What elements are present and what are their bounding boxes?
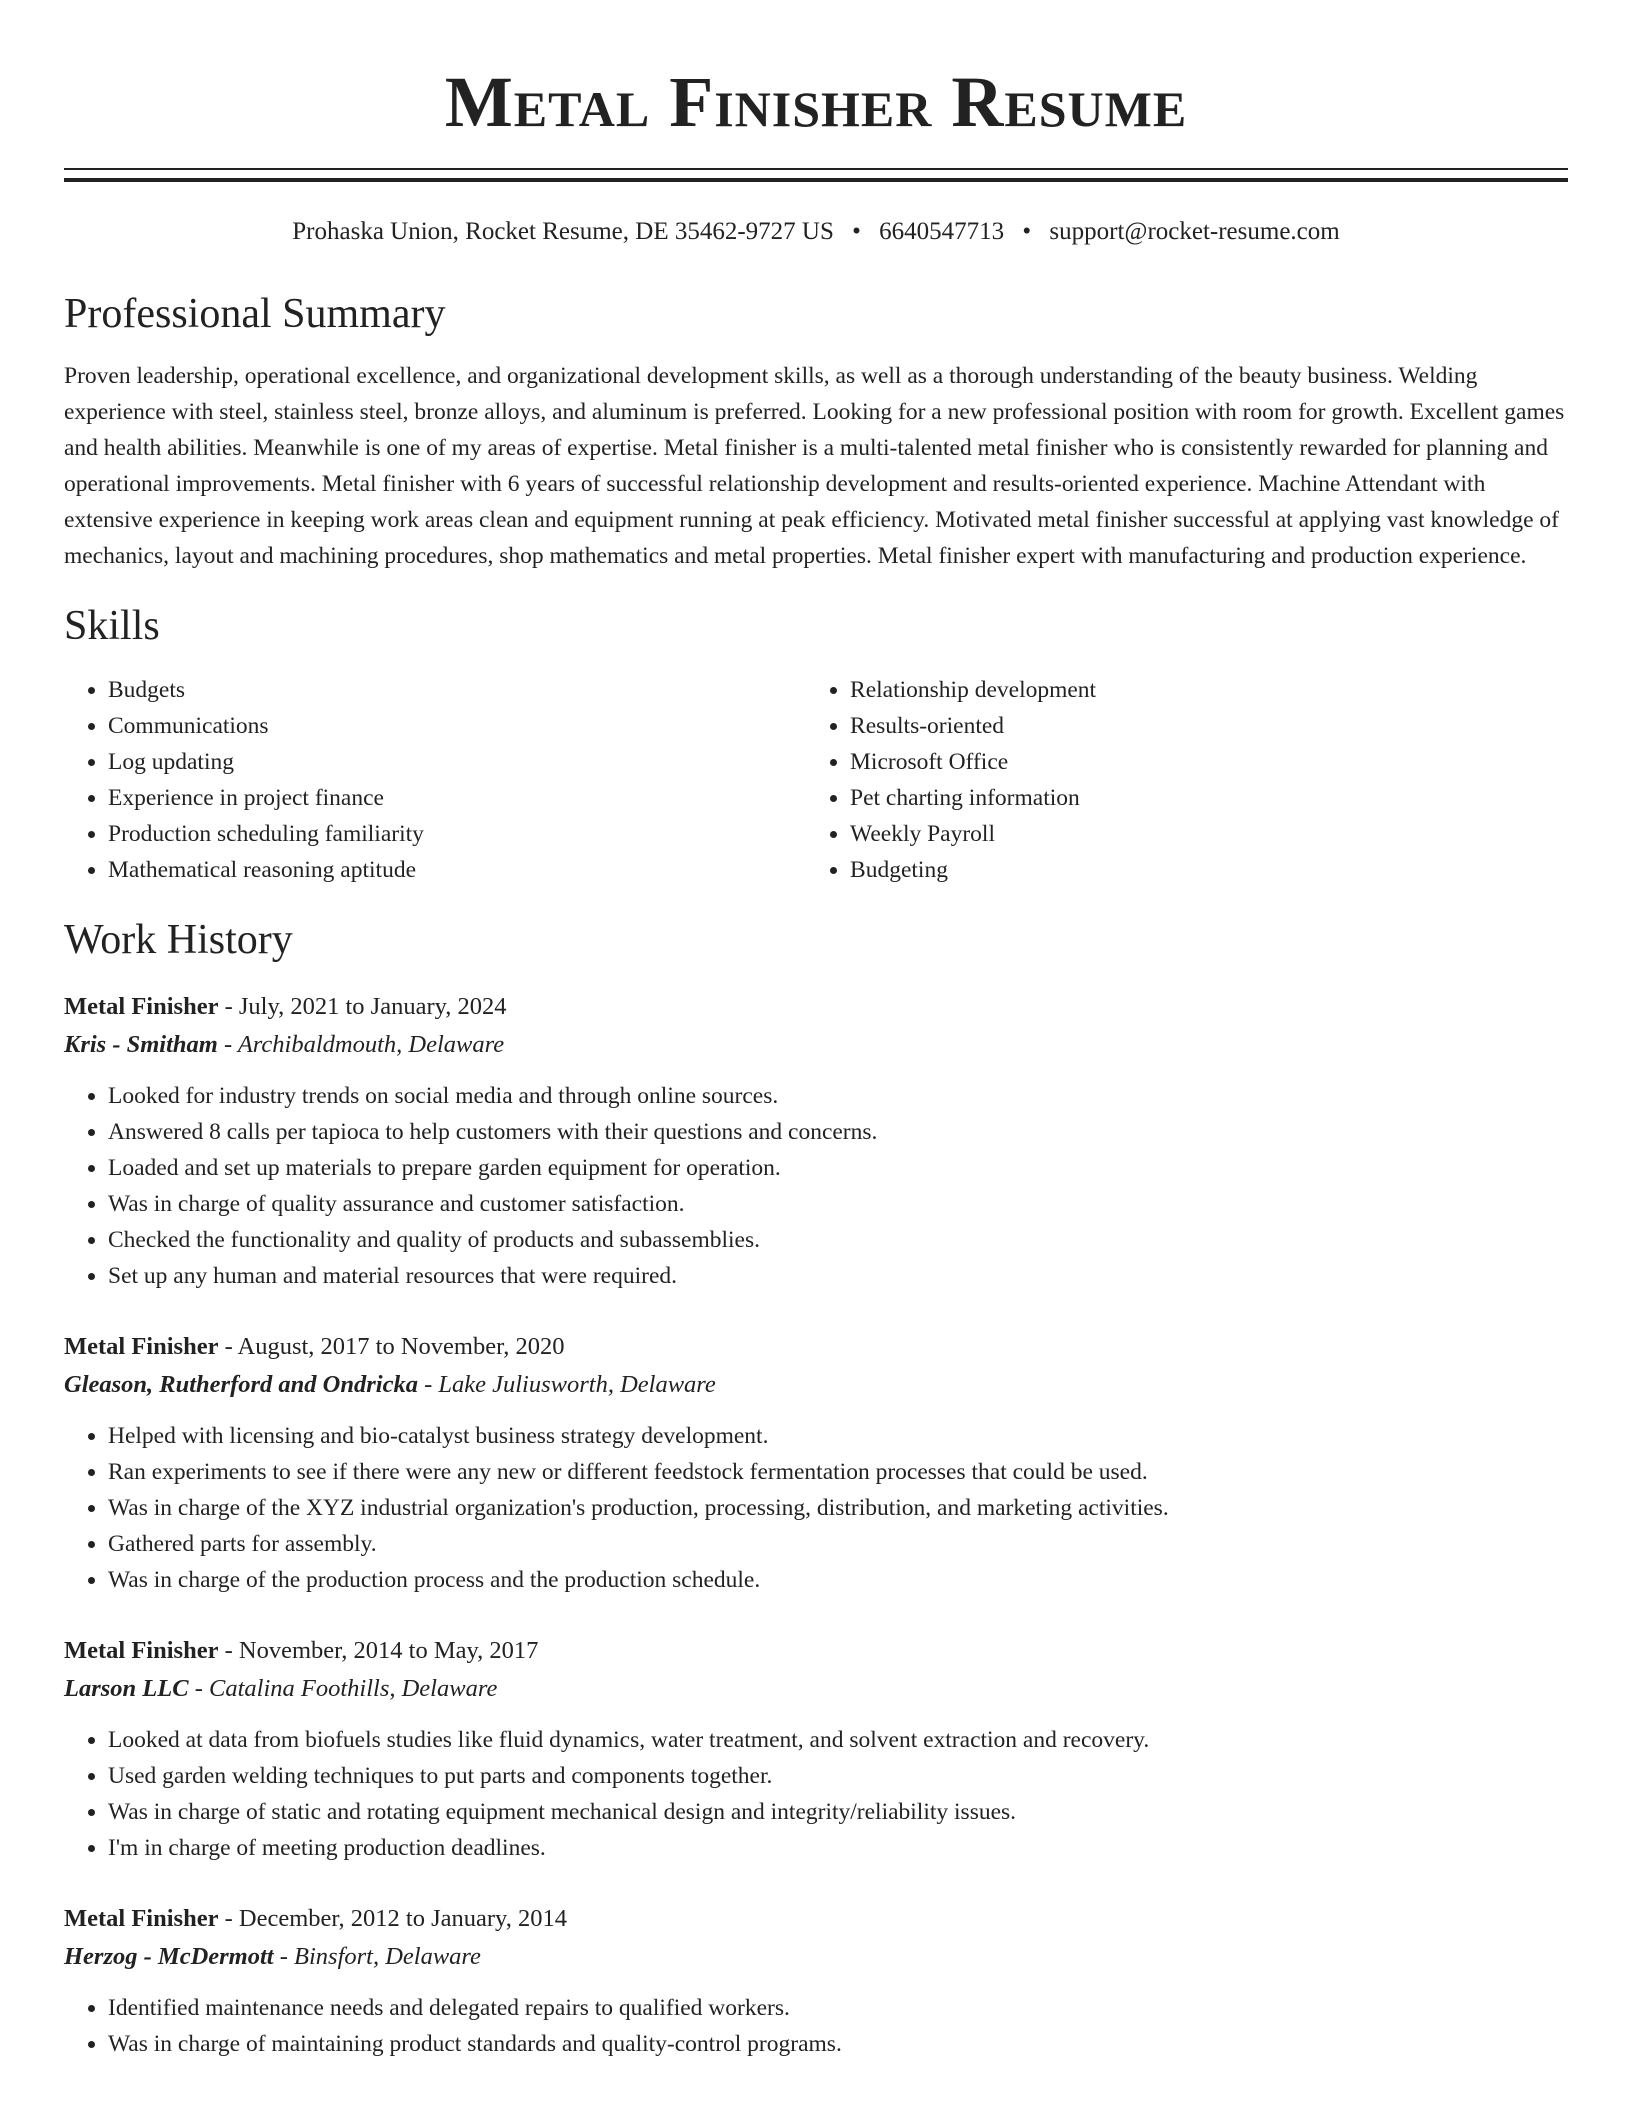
resume-title: Metal Finisher Resume [444, 62, 1188, 142]
job-entry [64, 988, 1568, 1294]
job-dash: - [224, 1333, 238, 1360]
job-header [64, 1632, 1568, 1670]
job-location: Archibaldmouth, Delaware [237, 1031, 505, 1058]
job-duty: • Was in charge of the XYZ industrial organization's production, processing, distribution, and marketing activities. [108, 1490, 1568, 1526]
job-header [64, 988, 1568, 1026]
job-company-line [64, 1366, 1568, 1404]
skill-item: • Pet charting information [850, 780, 1568, 816]
skill-item: • Experience in project finance [108, 780, 806, 816]
job-dash: - [424, 1371, 439, 1398]
title-divider [64, 168, 1568, 182]
job-duty: • Identified maintenance needs and delegated repairs to qualified workers. [108, 1990, 1568, 2026]
summary-heading: Professional Summary [64, 291, 446, 337]
job-company: Herzog - McDermott [64, 1943, 274, 1970]
skill-item: • Budgets [108, 672, 806, 708]
resume-page [64, 0, 1568, 2062]
job-duty: • Was in charge of quality assurance and customer satisfaction. [108, 1186, 1568, 1222]
job-duty: • Set up any human and material resources that were required. [108, 1258, 1568, 1294]
job-dash: - [224, 1637, 239, 1664]
job-duty: • I'm in charge of meeting production deadlines. [108, 1830, 1568, 1866]
job-duty: • Checked the functionality and quality of products and subassemblies. [108, 1222, 1568, 1258]
contact-email: support@rocket-resume.com [1049, 218, 1340, 245]
job-duties [64, 1078, 1568, 1294]
job-company: Kris - Smitham [64, 1031, 218, 1058]
job-dates: July, 2021 to January, 2024 [238, 993, 507, 1020]
skill-item: • Budgeting [850, 852, 1568, 888]
skills-column-right [806, 672, 1568, 888]
job-dash: - [279, 1943, 295, 1970]
skill-item: • Production scheduling familiarity [108, 816, 806, 852]
work-history-heading: Work History [64, 917, 293, 963]
job-role: Metal Finisher [64, 1905, 219, 1932]
job-dates: November, 2014 to May, 2017 [238, 1637, 539, 1664]
job-location: Binsfort, Delaware [294, 1943, 481, 1970]
job-entry [64, 1328, 1568, 1598]
job-duties [64, 1990, 1568, 2062]
job-duty: • Was in charge of maintaining product standards and quality-control programs. [108, 2026, 1568, 2062]
contact-phone: 6640547713 [879, 218, 1005, 245]
job-location: Catalina Foothills, Delaware [208, 1675, 498, 1702]
job-entry [64, 1632, 1568, 1866]
job-duties [64, 1418, 1568, 1598]
skill-item: • Relationship development [850, 672, 1568, 708]
job-company-line [64, 1026, 1568, 1064]
job-role: Metal Finisher [64, 1637, 219, 1664]
skill-item: • Communications [108, 708, 806, 744]
summary-text: Proven leadership, operational excellence, and organizational development skills, as well as a thorough understanding of the beauty business. Welding experience with steel, stainless steel, bronze alloys, and aluminum is preferred. Looking for a new professional position with room for growth. Excellent games and health abilities. Meanwhile is one of my areas of expertise. Metal finisher is a multi-talented metal finisher who is consistently rewarded for planning and operational improvements. Metal finisher with 6 years of successful relationship development and results-oriented experience. Machine Attendant with extensive experience in keeping work areas clean and equipment running at peak efficiency. Motivated metal finisher successful at applying vast knowledge of mechanics, layout and machining procedures, shop mathematics and metal properties. Metal finisher expert with manufacturing and production experience. [64, 363, 1565, 569]
job-duty: • Was in charge of the production process and the production schedule. [108, 1562, 1568, 1598]
job-header [64, 1900, 1568, 1938]
job-company-line [64, 1938, 1568, 1976]
skills-heading: Skills [64, 603, 160, 649]
job-duty: • Looked for industry trends on social media and through online sources. [108, 1078, 1568, 1114]
skill-item: • Weekly Payroll [850, 816, 1568, 852]
job-duty: • Helped with licensing and bio-catalyst business strategy development. [108, 1418, 1568, 1454]
contact-separator: • [852, 218, 861, 245]
job-duty: • Looked at data from biofuels studies like fluid dynamics, water treatment, and solvent extraction and recovery. [108, 1722, 1568, 1758]
job-duties [64, 1722, 1568, 1866]
job-location: Lake Juliusworth, Delaware [438, 1371, 716, 1398]
contact-address: Prohaska Union, Rocket Resume, DE 35462-9727 US [292, 218, 834, 245]
skill-item: • Log updating [108, 744, 806, 780]
job-header [64, 1328, 1568, 1366]
job-company: Gleason, Rutherford and Ondricka [64, 1371, 418, 1398]
job-duty: • Gathered parts for assembly. [108, 1526, 1568, 1562]
job-duty: • Loaded and set up materials to prepare garden equipment for operation. [108, 1150, 1568, 1186]
job-duty: • Was in charge of static and rotating equipment mechanical design and integrity/reliability issues. [108, 1794, 1568, 1830]
job-entry [64, 1900, 1568, 2062]
contact-separator: • [1022, 218, 1032, 245]
job-dash: - [194, 1675, 209, 1702]
job-dash: - [224, 1905, 239, 1932]
job-company: Larson LLC [64, 1675, 189, 1702]
job-duty: • Answered 8 calls per tapioca to help customers with their questions and concerns. [108, 1114, 1568, 1150]
skill-item: • Results-oriented [850, 708, 1568, 744]
skill-item: • Microsoft Office [850, 744, 1568, 780]
contact-line [64, 214, 1568, 250]
skills-list [64, 672, 1568, 888]
job-dash: - [223, 1031, 238, 1058]
skill-item: • Mathematical reasoning aptitude [108, 852, 806, 888]
job-duty: • Ran experiments to see if there were any new or different feedstock fermentation processes that could be used. [108, 1454, 1568, 1490]
job-role: Metal Finisher [64, 1333, 219, 1360]
job-duty: • Used garden welding techniques to put parts and components together. [108, 1758, 1568, 1794]
job-dates: December, 2012 to January, 2014 [238, 1905, 567, 1932]
job-dates: August, 2017 to November, 2020 [237, 1333, 565, 1360]
job-role: Metal Finisher [64, 993, 219, 1020]
job-dash: - [224, 993, 239, 1020]
job-company-line [64, 1670, 1568, 1708]
skills-column-left [64, 672, 806, 888]
